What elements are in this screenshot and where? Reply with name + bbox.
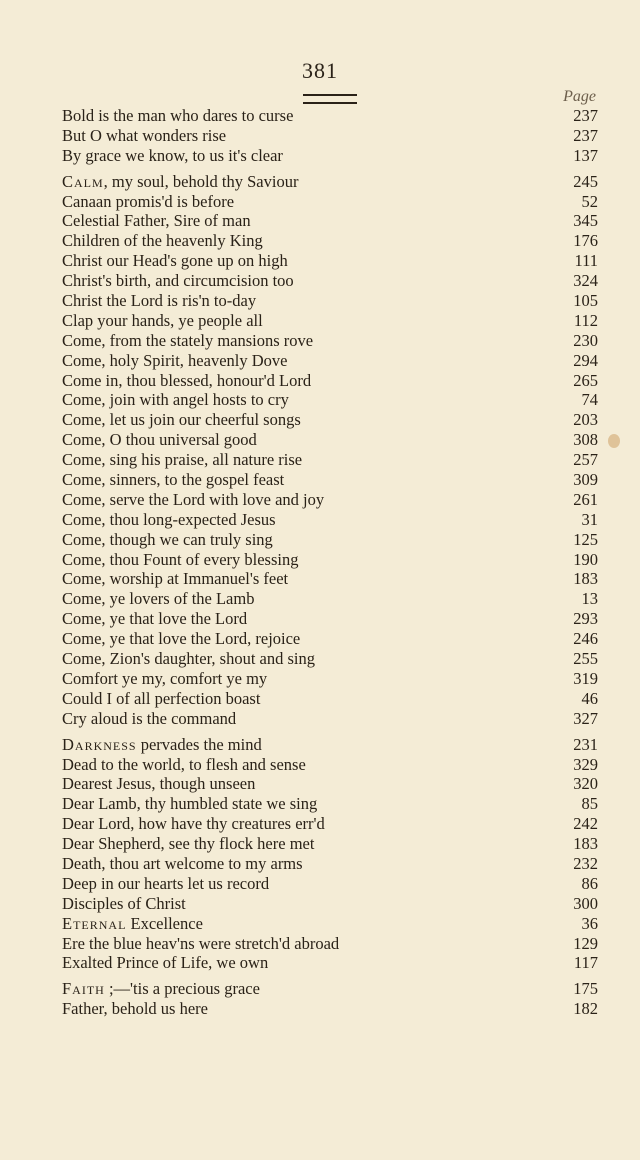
first-word: Dead: [62, 754, 97, 774]
first-line: [62, 106, 293, 126]
page-number: 381: [302, 58, 338, 83]
first-word: By: [62, 145, 82, 165]
first-line: [62, 351, 287, 371]
first-line: [62, 609, 247, 629]
line-remainder: in, thou blessed, honour'd Lord: [101, 370, 312, 390]
page-ref: 293: [573, 609, 598, 629]
index-entry: [62, 331, 598, 351]
first-word: Ere: [62, 933, 85, 953]
first-line: [62, 874, 269, 894]
page-ref: 230: [573, 330, 598, 350]
page-ref: 190: [573, 549, 598, 569]
page-ref: 175: [573, 979, 598, 999]
first-word: Children: [62, 231, 120, 251]
first-line: [62, 490, 324, 510]
first-word: Come,: [62, 589, 106, 609]
line-remainder: your hands, ye people all: [93, 310, 263, 330]
first-line: [62, 709, 236, 729]
first-word: Dearest: [62, 774, 113, 794]
line-remainder: serve the Lord with love and joy: [105, 489, 325, 509]
first-word: Come,: [62, 609, 106, 629]
first-word: Deep: [62, 873, 97, 893]
line-remainder: join with angel hosts to cry: [105, 390, 289, 410]
page-ref: 345: [573, 211, 598, 231]
first-line: [62, 450, 302, 470]
page-ref: 324: [573, 271, 598, 291]
index-entry: [62, 709, 598, 729]
first-line: [62, 755, 306, 775]
line-remainder: sing his praise, all nature rise: [105, 450, 303, 470]
page-ref: 85: [581, 794, 598, 814]
first-word: But: [62, 125, 86, 145]
first-line: [62, 146, 283, 166]
page-ref: 261: [573, 489, 598, 509]
ink-blot: [608, 434, 620, 448]
page-ref: 255: [573, 649, 598, 669]
page-ref: 125: [573, 529, 598, 549]
index-entry: [62, 146, 598, 166]
first-line: [62, 979, 260, 999]
first-line: [62, 126, 226, 146]
page-ref: 237: [573, 125, 598, 145]
first-word: Come,: [62, 629, 106, 649]
page-ref: 232: [573, 853, 598, 873]
first-line: [62, 231, 263, 251]
first-line: [62, 331, 313, 351]
line-remainder: ye lovers of the Lamb: [105, 589, 255, 609]
index-entry: [62, 669, 598, 689]
index-entry: [62, 490, 598, 510]
line-remainder: of Christ: [123, 893, 186, 913]
page-ref: 13: [581, 589, 598, 609]
page-ref: 327: [573, 708, 598, 728]
page-ref: 31: [581, 509, 598, 529]
index-entry: [62, 371, 598, 391]
first-line: [62, 271, 294, 291]
first-word: Come,: [62, 330, 106, 350]
first-word: Father,: [62, 999, 108, 1019]
line-remainder: O thou universal good: [105, 430, 257, 450]
first-word: Come,: [62, 569, 106, 589]
line-remainder: ye that love the Lord, rejoice: [105, 629, 301, 649]
first-word: Bold: [62, 106, 95, 125]
first-word: Come,: [62, 509, 106, 529]
page-ref: 36: [581, 913, 598, 933]
page-ref: 74: [581, 390, 598, 410]
first-word: Canaan: [62, 191, 112, 211]
index-entry: [62, 192, 598, 212]
first-line: [62, 470, 284, 490]
first-line: [62, 689, 260, 709]
page-ref: 309: [573, 470, 598, 490]
first-word: Comfort: [62, 668, 118, 688]
line-remainder: thou long-expected Jesus: [105, 509, 276, 529]
line-remainder: ;—'tis a precious grace: [104, 979, 260, 999]
index-entry: [62, 854, 598, 874]
page-ref: 112: [573, 310, 598, 330]
first-word: Come,: [62, 489, 106, 509]
first-word: Eternal: [62, 913, 127, 933]
page-ref: 137: [573, 145, 598, 165]
page-ref: 329: [573, 754, 598, 774]
first-word: Come,: [62, 529, 106, 549]
first-word: Darkness: [62, 734, 137, 754]
line-remainder: , my soul, behold thy Saviour: [103, 171, 299, 191]
index-entry: [62, 629, 598, 649]
page-ref: 294: [573, 350, 598, 370]
first-line: [62, 774, 255, 794]
first-word: Faith: [62, 979, 105, 999]
first-word: Clap: [62, 310, 94, 330]
first-word: Come,: [62, 350, 106, 370]
entry-group: [62, 106, 598, 166]
first-word: Come,: [62, 430, 106, 450]
line-remainder: sinners, to the gospel feast: [105, 470, 285, 490]
first-line: [62, 589, 254, 609]
first-word: Christ's: [62, 271, 112, 291]
line-remainder: let us join our cheerful songs: [105, 410, 301, 430]
first-word: Come: [62, 370, 102, 390]
line-remainder: aloud is the command: [86, 708, 237, 728]
first-word: Come,: [62, 549, 106, 569]
line-remainder: the Lord is ris'n to-day: [102, 291, 257, 311]
page-ref: 117: [573, 953, 598, 973]
index-entry: [62, 530, 598, 550]
line-remainder: is the man who dares to curse: [94, 106, 294, 125]
index-entry: [62, 351, 598, 371]
page-ref: 183: [573, 834, 598, 854]
first-line: [62, 371, 311, 391]
first-word: Come,: [62, 390, 106, 410]
line-remainder: ye that love the Lord: [105, 609, 248, 629]
page-ref: 176: [573, 231, 598, 251]
first-word: Exalted: [62, 953, 113, 973]
index-entry: [62, 609, 598, 629]
first-line: [62, 735, 262, 755]
index-entry: [62, 735, 598, 755]
line-remainder: birth, and circumcision too: [111, 271, 294, 291]
first-word: Cry: [62, 708, 87, 728]
first-line: [62, 172, 298, 192]
index-entry: [62, 914, 598, 934]
first-line: [62, 649, 315, 669]
index-entry: [62, 106, 598, 126]
first-line: [62, 510, 276, 530]
first-word: Christ: [62, 251, 103, 271]
index-entry: [62, 934, 598, 954]
first-line: [62, 794, 317, 814]
first-line: [62, 894, 186, 914]
page-ref: 308: [573, 430, 598, 450]
index-entry: [62, 589, 598, 609]
page-ref: 257: [573, 450, 598, 470]
line-remainder: Father, Sire of man: [119, 211, 251, 231]
first-line: [62, 530, 273, 550]
entry-group: [62, 172, 598, 729]
index-entries: [62, 106, 598, 1025]
page-column-label: Page: [563, 88, 596, 105]
index-entry: [62, 231, 598, 251]
index-entry: [62, 211, 598, 231]
page-ref: 105: [573, 291, 598, 311]
first-line: [62, 854, 303, 874]
line-remainder: Prince of Life, we own: [112, 953, 269, 973]
index-entry: [62, 251, 598, 271]
index-entry: [62, 172, 598, 192]
page-ref: 111: [574, 251, 598, 271]
line-remainder: Jesus, though unseen: [112, 774, 256, 794]
first-line: [62, 390, 289, 410]
index-entry: [62, 999, 598, 1019]
index-entry: [62, 311, 598, 331]
line-remainder: behold us here: [107, 999, 208, 1019]
page-ref: 245: [573, 171, 598, 191]
line-remainder: Lord, how have thy creatures err'd: [94, 814, 325, 834]
first-line: [62, 914, 203, 934]
index-entry: [62, 894, 598, 914]
first-line: [62, 410, 301, 430]
first-line: [62, 999, 208, 1019]
line-remainder: holy Spirit, heavenly Dove: [105, 350, 288, 370]
index-entry: [62, 430, 598, 450]
first-word: Dear: [62, 834, 95, 854]
index-entry: [62, 689, 598, 709]
line-remainder: Shepherd, see thy flock here met: [94, 834, 315, 854]
line-remainder: of the heavenly King: [119, 231, 263, 251]
first-word: Dear: [62, 794, 95, 814]
page-ref: 319: [573, 668, 598, 688]
first-line: [62, 814, 325, 834]
page-ref: 46: [581, 688, 598, 708]
first-line: [62, 251, 288, 271]
index-entry: [62, 569, 598, 589]
first-line: [62, 311, 263, 331]
line-remainder: thou art welcome to my arms: [105, 853, 303, 873]
page-ref: 237: [573, 106, 598, 125]
page-ref: 231: [573, 734, 598, 754]
first-line: [62, 550, 299, 570]
index-entry: [62, 755, 598, 775]
index-entry: [62, 550, 598, 570]
first-word: Come,: [62, 450, 106, 470]
page-ref: 52: [581, 191, 598, 211]
page-ref: 86: [581, 873, 598, 893]
first-word: Come,: [62, 649, 106, 669]
line-remainder: ye my, comfort ye my: [117, 668, 268, 688]
first-word: Celestial: [62, 211, 120, 231]
line-remainder: though we can truly sing: [105, 529, 273, 549]
entry-group: [62, 979, 598, 1019]
first-word: Death,: [62, 853, 106, 873]
line-remainder: O what wonders rise: [85, 125, 227, 145]
line-remainder: the blue heav'ns were stretch'd abroad: [84, 933, 340, 953]
line-remainder: in our hearts let us record: [96, 873, 270, 893]
page-ref: 183: [573, 569, 598, 589]
line-remainder: to the world, to flesh and sense: [96, 754, 306, 774]
first-word: Could: [62, 688, 103, 708]
index-entry: [62, 953, 598, 973]
first-word: Disciples: [62, 893, 124, 913]
line-remainder: I of all perfection boast: [102, 688, 261, 708]
first-word: Dear: [62, 814, 95, 834]
page-ref: 203: [573, 410, 598, 430]
first-line: [62, 834, 314, 854]
entry-group: [62, 735, 598, 974]
index-entry: [62, 874, 598, 894]
line-remainder: Zion's daughter, shout and sing: [105, 649, 316, 669]
line-remainder: pervades the mind: [136, 734, 262, 754]
index-entry: [62, 510, 598, 530]
line-remainder: worship at Immanuel's feet: [105, 569, 289, 589]
line-remainder: our Head's gone up on high: [102, 251, 288, 271]
page-ref: 246: [573, 629, 598, 649]
page-ref: 265: [573, 370, 598, 390]
first-line: [62, 192, 234, 212]
index-entry: [62, 126, 598, 146]
page-ref: 320: [573, 774, 598, 794]
first-line: [62, 211, 251, 231]
index-entry: [62, 814, 598, 834]
first-line: [62, 669, 267, 689]
first-word: Come,: [62, 470, 106, 490]
first-word: Come,: [62, 410, 106, 430]
first-word: Christ: [62, 291, 103, 311]
line-remainder: grace we know, to us it's clear: [81, 145, 283, 165]
index-entry: [62, 291, 598, 311]
index-entry: [62, 774, 598, 794]
index-entry: [62, 794, 598, 814]
page-ref: 182: [573, 999, 598, 1019]
line-remainder: thou Fount of every blessing: [105, 549, 299, 569]
index-entry: [62, 979, 598, 999]
page-ref: 129: [573, 933, 598, 953]
line-remainder: promis'd is before: [111, 191, 235, 211]
index-entry: [62, 390, 598, 410]
first-line: [62, 569, 288, 589]
first-line: [62, 953, 268, 973]
index-entry: [62, 649, 598, 669]
page-ref: 300: [573, 893, 598, 913]
line-remainder: Lamb, thy humbled state we sing: [94, 794, 318, 814]
line-remainder: Excellence: [126, 913, 203, 933]
first-line: [62, 430, 257, 450]
page-ref: 242: [573, 814, 598, 834]
index-entry: [62, 834, 598, 854]
index-entry: [62, 410, 598, 430]
double-rule: [303, 94, 357, 104]
first-line: [62, 629, 300, 649]
index-entry: [62, 271, 598, 291]
index-entry: [62, 470, 598, 490]
index-entry: [62, 450, 598, 470]
first-line: [62, 291, 256, 311]
first-word: Calm: [62, 171, 104, 191]
line-remainder: from the stately mansions rove: [105, 330, 314, 350]
first-line: [62, 934, 339, 954]
